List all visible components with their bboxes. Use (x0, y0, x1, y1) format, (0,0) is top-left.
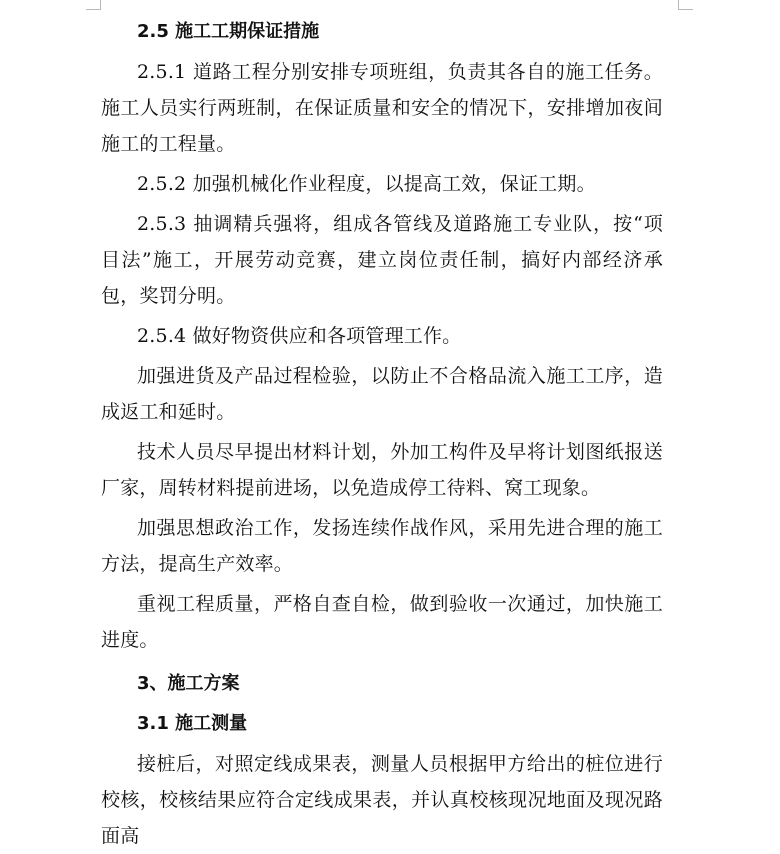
paragraph-inspection: 加强进货及产品过程检验，以防止不合格品流入施工工序，造成返工和延时。 (101, 365, 663, 423)
paragraph-2-5-2: 2.5.2 加强机械化作业程度，以提高工效，保证工期。 (137, 173, 596, 195)
paragraph-2-5-4: 2.5.4 做好物资供应和各项管理工作。 (137, 325, 462, 347)
paragraph-survey: 接桩后，对照定线成果表，测量人员根据甲方给出的桩位进行校核，校核结果应符合定线成果表，并认真校核现况地面及现况路面高 (101, 753, 663, 847)
crop-mark-top-right-horizontal (678, 9, 693, 10)
paragraph-quality: 重视工程质量，严格自查自检，做到验收一次通过，加快施工进度。 (101, 593, 663, 651)
paragraph-2-5-3: 2.5.3 抽调精兵强将，组成各管线及道路施工专业队，按“项目法”施工，开展劳动竞赛，建立岗位责任制，搞好内部经济承包，奖罚分明。 (101, 213, 663, 307)
paragraph-political-work: 加强思想政治工作，发扬连续作战作风，采用先进合理的施工方法，提高生产效率。 (101, 517, 663, 575)
section-heading-3-1: 3.1 施工测量 (137, 713, 248, 734)
paragraph-material-plan: 技术人员尽早提出材料计划，外加工构件及早将计划图纸报送厂家，周转材料提前进场，以免造成停工待料、窝工现象。 (101, 441, 663, 499)
crop-mark-top-left-horizontal (86, 9, 101, 10)
paragraph-2-5-1: 2.5.1 道路工程分别安排专项班组，负责其各自的施工任务。施工人员实行两班制，在保证质量和安全的情况下，安排增加夜间施工的工程量。 (101, 61, 663, 155)
document-body (101, 14, 663, 854)
section-heading-3: 3、施工方案 (137, 673, 240, 694)
section-heading-2-5: 2.5 施工工期保证措施 (137, 21, 320, 42)
